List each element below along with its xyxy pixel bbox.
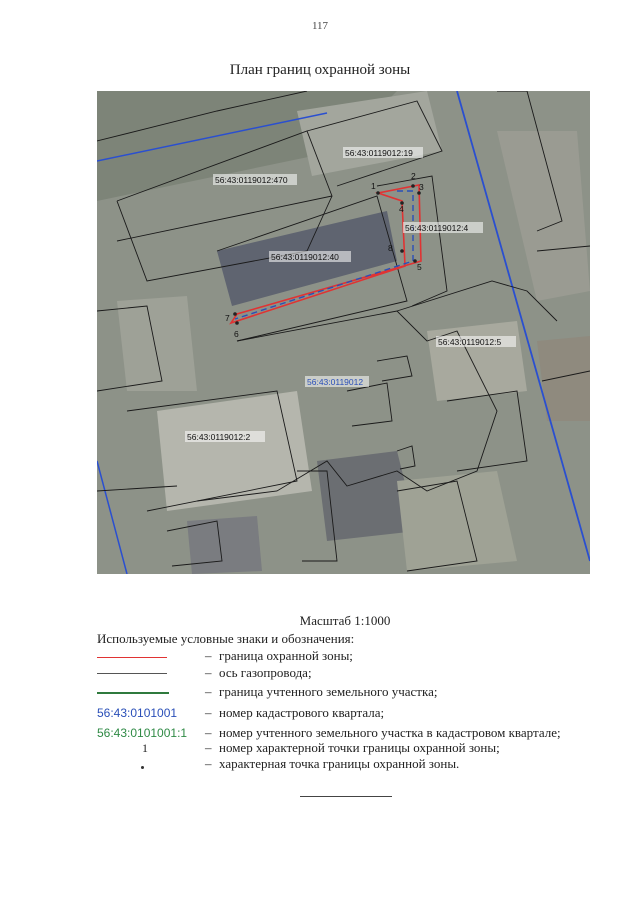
legend-point-number: 1 <box>142 741 148 755</box>
point-label-6: 6 <box>234 329 239 339</box>
point-label-4: 4 <box>399 204 404 214</box>
legend-thin-line <box>97 673 167 674</box>
legend-desc: граница охранной зоны; <box>219 648 353 663</box>
parcel-label-19: 56:43:0119012:19 <box>345 148 413 158</box>
legend-dash: – <box>205 684 212 699</box>
parcel-label-4: 56:43:0119012:4 <box>405 223 469 233</box>
terrain-patch <box>427 321 527 401</box>
legend-dot-icon <box>141 766 144 769</box>
building-roof <box>157 391 312 511</box>
legend-row-point <box>97 756 617 772</box>
parcel-label-470: 56:43:0119012:470 <box>215 175 288 185</box>
point-label-8: 8 <box>388 243 393 253</box>
legend-row-zone-boundary <box>97 648 617 664</box>
page-number: 117 <box>311 20 329 32</box>
point-8 <box>400 249 404 253</box>
legend-heading: Используемые условные знаки и обозначения: <box>97 631 355 646</box>
point-7 <box>233 312 237 316</box>
legend-row-parcel-number <box>97 725 617 741</box>
page-title: План границ охранной зоны <box>229 62 411 78</box>
legend-dash: – <box>205 665 212 680</box>
legend-dash: – <box>205 740 212 755</box>
parcel-label-40: 56:43:0119012:40 <box>271 252 339 262</box>
legend-dash: – <box>205 705 212 720</box>
map-svg <box>97 91 590 574</box>
parcel-label-2: 56:43:0119012:2 <box>187 432 251 442</box>
point-1 <box>376 191 380 195</box>
point-label-5: 5 <box>417 262 422 272</box>
building-roof <box>117 296 197 391</box>
legend-desc: характерная точка границы охранной зоны. <box>219 756 460 771</box>
footer-divider <box>300 796 392 797</box>
legend-green-line <box>97 692 169 694</box>
parcel-label-5: 56:43:0119012:5 <box>438 337 502 347</box>
point-label-7: 7 <box>225 313 230 323</box>
point-label-3: 3 <box>419 182 424 192</box>
point-2 <box>411 184 415 188</box>
terrain-patch <box>397 471 517 571</box>
legend-row-parcel-boundary <box>97 684 617 700</box>
legend-parcel-code: 56:43:0101001:1 <box>97 726 188 740</box>
legend-desc: номер учтенного земельного участка в кадастровом квартале; <box>219 725 561 740</box>
map-area <box>97 91 590 574</box>
legend-row-point-number <box>97 740 617 756</box>
legend-desc: номер характерной точки границы охранной зоны; <box>219 740 500 755</box>
legend-quarter-code: 56:43:0101001 <box>97 706 178 720</box>
legend-row-gas-axis <box>97 665 617 681</box>
quarter-label: 56:43:0119012 <box>307 377 364 387</box>
legend-desc: граница учтенного земельного участка; <box>219 684 438 699</box>
legend-red-line <box>97 657 167 658</box>
legend-dash: – <box>205 725 212 740</box>
legend-desc: ось газопровода; <box>219 665 312 680</box>
legend-desc: номер кадастрового квартала; <box>219 705 385 720</box>
point-label-1: 1 <box>371 181 376 191</box>
legend-row-quarter-number <box>97 705 617 721</box>
legend-dash: – <box>205 648 212 663</box>
point-6 <box>235 321 239 325</box>
point-label-2: 2 <box>411 171 416 181</box>
legend-dash: – <box>205 756 212 771</box>
scale-label: Масштаб 1:1000 <box>299 613 391 628</box>
